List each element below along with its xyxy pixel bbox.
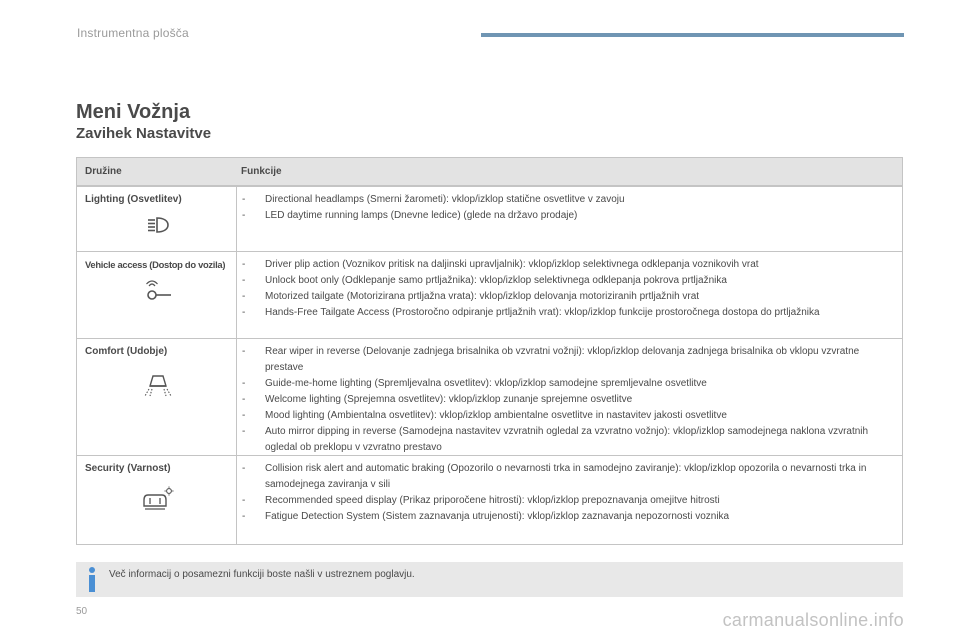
family-label: Security (Varnost) xyxy=(85,463,171,474)
list-item: - LED daytime running lamps (Dnevne ledice) (glede na državo prodaje) xyxy=(242,210,578,221)
headlamp-icon xyxy=(145,215,171,235)
watermark: carmanualsonline.info xyxy=(722,610,904,630)
key-remote-icon xyxy=(143,280,173,302)
list-item: - Auto mirror dipping in reverse (Samodejna nastavitev vzvratnih ogledal za vzvratno vožnjo): vklop/izklop samodejnega naklona vzvratnih ogledal ob preklopu v vzvratno prestavo xyxy=(242,426,869,453)
list-item: - Motorized tailgate (Motorizirana prtljažna vrata): vklop/izklop delovanja motoriziranih prtljažnih vrat xyxy=(242,291,700,302)
list-item: - Recommended speed display (Prikaz priporočene hitrosti): vklop/izklop prepoznavanja omejitve hitrosti xyxy=(242,495,720,506)
interior-light-icon xyxy=(142,373,174,399)
list-item: - Fatigue Detection System (Sistem zaznavanja utrujenosti): vklop/izklop zaznavanja nepozornosti voznika xyxy=(242,511,730,522)
car-warning-icon xyxy=(141,486,175,512)
family-label: Lighting (Osvetlitev) xyxy=(85,194,182,205)
functions-cell xyxy=(237,339,902,455)
family-label: Vehicle access (Dostop do vozila) xyxy=(85,259,226,270)
table-row xyxy=(77,338,902,455)
functions-cell xyxy=(237,252,902,338)
info-icon xyxy=(87,566,97,592)
column-header-families: Družine xyxy=(85,166,122,177)
list-item: - Welcome lighting (Sprejemna osvetlitev): vklop/izklop zunanje sprejemne osvetlitve xyxy=(242,394,633,405)
settings-table xyxy=(76,157,903,545)
section-title: Meni Vožnja xyxy=(76,101,191,123)
info-note-text: Več informacij o posamezni funkciji boste našli v ustreznem poglavju. xyxy=(109,569,415,580)
list-item: - Collision risk alert and automatic braking (Opozorilo o nevarnosti trka in samodejno zaviranje): vklop/izklop opozorila o nevarnosti trka in samodejnega zaviranja v sili xyxy=(242,463,867,490)
family-cell xyxy=(77,456,237,544)
list-item: - Unlock boot only (Odklepanje samo prtljažnika): vklop/izklop selektivnega odklepanja pokrova prtljažnika xyxy=(242,275,727,286)
list-item: - Mood lighting (Ambientalna osvetlitev): vklop/izklop ambientalne osvetlitve in nastavitev jakosti osvetlitve xyxy=(242,410,727,421)
section-subtitle: Zavihek Nastavitve xyxy=(76,125,212,142)
column-header-functions: Funkcije xyxy=(241,166,282,177)
page-header-title: Instrumentna plošča xyxy=(77,26,189,40)
list-item: - Driver plip action (Voznikov pritisk na daljinski upravljalnik): vklop/izklop selektivnega odklepanja voznikovih vrat xyxy=(242,259,759,270)
table-row xyxy=(77,186,902,251)
list-item: - Hands-Free Tailgate Access (Prostoročno odpiranje prtljažnih vrat): vklop/izklop funkcije prostoročnega dostopa do prtljažnika xyxy=(242,307,820,318)
info-note xyxy=(76,562,903,597)
header-accent-bar xyxy=(481,33,904,37)
family-cell xyxy=(77,187,237,251)
functions-cell xyxy=(237,456,902,544)
table-row xyxy=(77,455,902,544)
page-number: 50 xyxy=(76,606,88,617)
table-row xyxy=(77,251,902,338)
family-cell xyxy=(77,252,237,338)
table-header xyxy=(77,158,902,186)
functions-cell xyxy=(237,187,902,251)
list-item: - Rear wiper in reverse (Delovanje zadnjega brisalnika ob vzvratni vožnji): vklop/izklop delovanja zadnjega brisalnika ob vklopu vzvratne prestave xyxy=(242,346,860,373)
family-label: Comfort (Udobje) xyxy=(85,346,168,357)
list-item: - Directional headlamps (Smerni žarometi): vklop/izklop statične osvetlitve v zavoju xyxy=(242,194,625,205)
family-cell xyxy=(77,339,237,455)
list-item: - Guide-me-home lighting (Spremljevalna osvetlitev): vklop/izklop samodejne spremljevalne osvetlitve xyxy=(242,378,707,389)
